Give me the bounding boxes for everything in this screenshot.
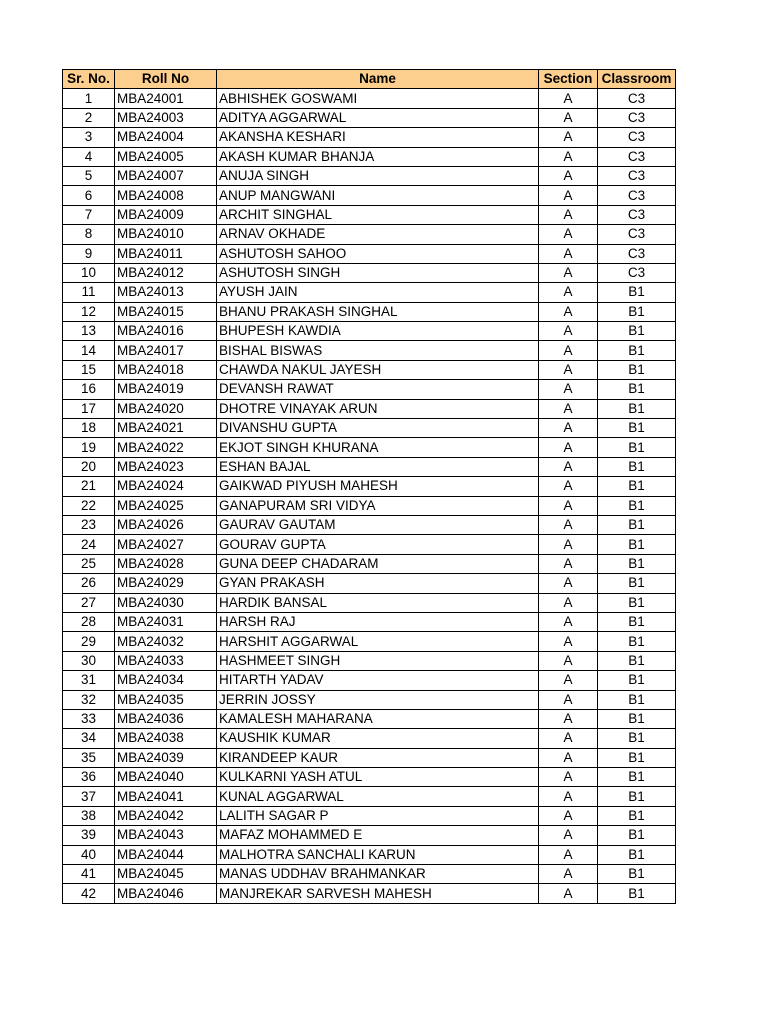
table-header	[63, 70, 676, 89]
cell-section: A	[539, 845, 598, 864]
cell-section: A	[539, 826, 598, 845]
cell-sr-no: 4	[63, 147, 115, 166]
table-row	[63, 593, 676, 612]
cell-classroom: B1	[598, 399, 676, 418]
cell-section: A	[539, 651, 598, 670]
cell-classroom: B1	[598, 826, 676, 845]
table-row	[63, 845, 676, 864]
cell-name: AKANSHA KESHARI	[217, 128, 539, 147]
cell-roll-no: MBA24021	[115, 419, 217, 438]
cell-section: A	[539, 380, 598, 399]
cell-section: A	[539, 632, 598, 651]
table-row	[63, 399, 676, 418]
cell-section: A	[539, 360, 598, 379]
cell-section: A	[539, 283, 598, 302]
cell-name: KAUSHIK KUMAR	[217, 729, 539, 748]
cell-section: A	[539, 399, 598, 418]
cell-sr-no: 15	[63, 360, 115, 379]
cell-sr-no: 22	[63, 496, 115, 515]
cell-section: A	[539, 612, 598, 631]
header-name: Name	[217, 70, 539, 89]
cell-name: AKASH KUMAR BHANJA	[217, 147, 539, 166]
cell-sr-no: 14	[63, 341, 115, 360]
cell-roll-no: MBA24045	[115, 865, 217, 884]
cell-classroom: B1	[598, 360, 676, 379]
table-row	[63, 496, 676, 515]
table-row	[63, 535, 676, 554]
cell-classroom: B1	[598, 806, 676, 825]
cell-roll-no: MBA24024	[115, 477, 217, 496]
table-row	[63, 244, 676, 263]
cell-classroom: B1	[598, 729, 676, 748]
cell-classroom: C3	[598, 128, 676, 147]
cell-section: A	[539, 515, 598, 534]
cell-roll-no: MBA24020	[115, 399, 217, 418]
cell-section: A	[539, 671, 598, 690]
cell-classroom: B1	[598, 419, 676, 438]
cell-name: ANUJA SINGH	[217, 166, 539, 185]
table-row	[63, 147, 676, 166]
cell-classroom: B1	[598, 651, 676, 670]
table-row	[63, 865, 676, 884]
cell-classroom: B1	[598, 768, 676, 787]
cell-roll-no: MBA24019	[115, 380, 217, 399]
table-row	[63, 360, 676, 379]
cell-sr-no: 33	[63, 709, 115, 728]
cell-roll-no: MBA24039	[115, 748, 217, 767]
cell-classroom: B1	[598, 283, 676, 302]
cell-sr-no: 32	[63, 690, 115, 709]
cell-sr-no: 27	[63, 593, 115, 612]
header-classroom: Classroom	[598, 70, 676, 89]
cell-name: ANUP MANGWANI	[217, 186, 539, 205]
cell-name: KUNAL AGGARWAL	[217, 787, 539, 806]
cell-roll-no: MBA24031	[115, 612, 217, 631]
cell-section: A	[539, 535, 598, 554]
cell-sr-no: 1	[63, 89, 115, 108]
cell-roll-no: MBA24018	[115, 360, 217, 379]
cell-classroom: B1	[598, 554, 676, 573]
cell-sr-no: 34	[63, 729, 115, 748]
cell-classroom: C3	[598, 225, 676, 244]
cell-section: A	[539, 457, 598, 476]
cell-name: DEVANSH RAWAT	[217, 380, 539, 399]
cell-roll-no: MBA24035	[115, 690, 217, 709]
cell-sr-no: 35	[63, 748, 115, 767]
table-row	[63, 457, 676, 476]
cell-section: A	[539, 574, 598, 593]
cell-section: A	[539, 496, 598, 515]
table-row	[63, 186, 676, 205]
cell-sr-no: 13	[63, 322, 115, 341]
cell-name: GAIKWAD PIYUSH MAHESH	[217, 477, 539, 496]
cell-name: GYAN PRAKASH	[217, 574, 539, 593]
cell-classroom: B1	[598, 477, 676, 496]
cell-name: AYUSH JAIN	[217, 283, 539, 302]
cell-classroom: B1	[598, 748, 676, 767]
cell-roll-no: MBA24011	[115, 244, 217, 263]
cell-roll-no: MBA24032	[115, 632, 217, 651]
cell-sr-no: 3	[63, 128, 115, 147]
table-row	[63, 729, 676, 748]
table-row	[63, 322, 676, 341]
cell-roll-no: MBA24027	[115, 535, 217, 554]
cell-sr-no: 18	[63, 419, 115, 438]
cell-name: GAURAV GAUTAM	[217, 515, 539, 534]
cell-classroom: B1	[598, 690, 676, 709]
cell-name: GUNA DEEP CHADARAM	[217, 554, 539, 573]
cell-classroom: B1	[598, 535, 676, 554]
cell-sr-no: 20	[63, 457, 115, 476]
cell-sr-no: 39	[63, 826, 115, 845]
cell-roll-no: MBA24029	[115, 574, 217, 593]
cell-classroom: B1	[598, 457, 676, 476]
table-row	[63, 884, 676, 903]
cell-name: BISHAL BISWAS	[217, 341, 539, 360]
header-roll-no: Roll No	[115, 70, 217, 89]
cell-section: A	[539, 768, 598, 787]
cell-roll-no: MBA24043	[115, 826, 217, 845]
cell-roll-no: MBA24012	[115, 263, 217, 282]
cell-section: A	[539, 341, 598, 360]
table-row	[63, 166, 676, 185]
table-row	[63, 612, 676, 631]
cell-classroom: B1	[598, 380, 676, 399]
cell-name: BHUPESH KAWDIA	[217, 322, 539, 341]
cell-roll-no: MBA24022	[115, 438, 217, 457]
cell-sr-no: 40	[63, 845, 115, 864]
table-row	[63, 748, 676, 767]
cell-roll-no: MBA24036	[115, 709, 217, 728]
cell-classroom: C3	[598, 244, 676, 263]
table-row	[63, 690, 676, 709]
cell-classroom: C3	[598, 166, 676, 185]
cell-roll-no: MBA24013	[115, 283, 217, 302]
cell-name: MANJREKAR SARVESH MAHESH	[217, 884, 539, 903]
cell-section: A	[539, 186, 598, 205]
cell-classroom: B1	[598, 865, 676, 884]
cell-sr-no: 6	[63, 186, 115, 205]
table-row	[63, 768, 676, 787]
cell-name: LALITH SAGAR P	[217, 806, 539, 825]
header-section: Section	[539, 70, 598, 89]
cell-sr-no: 25	[63, 554, 115, 573]
cell-sr-no: 21	[63, 477, 115, 496]
cell-sr-no: 41	[63, 865, 115, 884]
cell-section: A	[539, 690, 598, 709]
cell-section: A	[539, 263, 598, 282]
cell-name: KIRANDEEP KAUR	[217, 748, 539, 767]
cell-roll-no: MBA24007	[115, 166, 217, 185]
cell-roll-no: MBA24010	[115, 225, 217, 244]
table-row	[63, 651, 676, 670]
cell-sr-no: 38	[63, 806, 115, 825]
cell-section: A	[539, 205, 598, 224]
header-row	[63, 70, 676, 89]
cell-section: A	[539, 806, 598, 825]
cell-sr-no: 26	[63, 574, 115, 593]
table-row	[63, 380, 676, 399]
cell-name: GANAPURAM SRI VIDYA	[217, 496, 539, 515]
cell-sr-no: 23	[63, 515, 115, 534]
cell-name: HASHMEET SINGH	[217, 651, 539, 670]
cell-sr-no: 16	[63, 380, 115, 399]
cell-name: HARSHIT AGGARWAL	[217, 632, 539, 651]
cell-classroom: B1	[598, 671, 676, 690]
table-row	[63, 89, 676, 108]
cell-section: A	[539, 787, 598, 806]
cell-section: A	[539, 244, 598, 263]
cell-section: A	[539, 108, 598, 127]
cell-sr-no: 11	[63, 283, 115, 302]
table-row	[63, 515, 676, 534]
cell-classroom: B1	[598, 632, 676, 651]
cell-name: DIVANSHU GUPTA	[217, 419, 539, 438]
cell-roll-no: MBA24003	[115, 108, 217, 127]
cell-section: A	[539, 89, 598, 108]
cell-sr-no: 36	[63, 768, 115, 787]
table-row	[63, 826, 676, 845]
cell-section: A	[539, 438, 598, 457]
table-row	[63, 477, 676, 496]
cell-name: ADITYA AGGARWAL	[217, 108, 539, 127]
cell-roll-no: MBA24041	[115, 787, 217, 806]
cell-name: JERRIN JOSSY	[217, 690, 539, 709]
cell-name: CHAWDA NAKUL JAYESH	[217, 360, 539, 379]
cell-sr-no: 8	[63, 225, 115, 244]
cell-classroom: B1	[598, 341, 676, 360]
cell-roll-no: MBA24033	[115, 651, 217, 670]
cell-roll-no: MBA24004	[115, 128, 217, 147]
cell-section: A	[539, 302, 598, 321]
cell-roll-no: MBA24040	[115, 768, 217, 787]
cell-roll-no: MBA24015	[115, 302, 217, 321]
cell-roll-no: MBA24025	[115, 496, 217, 515]
cell-name: HARSH RAJ	[217, 612, 539, 631]
cell-classroom: B1	[598, 515, 676, 534]
table-body	[63, 89, 676, 903]
cell-classroom: C3	[598, 108, 676, 127]
cell-roll-no: MBA24034	[115, 671, 217, 690]
table-row	[63, 419, 676, 438]
cell-roll-no: MBA24016	[115, 322, 217, 341]
cell-sr-no: 9	[63, 244, 115, 263]
cell-sr-no: 30	[63, 651, 115, 670]
cell-name: ASHUTOSH SINGH	[217, 263, 539, 282]
cell-section: A	[539, 748, 598, 767]
cell-name: MANAS UDDHAV BRAHMANKAR	[217, 865, 539, 884]
cell-roll-no: MBA24023	[115, 457, 217, 476]
cell-roll-no: MBA24001	[115, 89, 217, 108]
cell-classroom: C3	[598, 186, 676, 205]
cell-section: A	[539, 166, 598, 185]
cell-sr-no: 12	[63, 302, 115, 321]
cell-section: A	[539, 709, 598, 728]
cell-roll-no: MBA24038	[115, 729, 217, 748]
cell-section: A	[539, 865, 598, 884]
cell-section: A	[539, 419, 598, 438]
cell-name: DHOTRE VINAYAK ARUN	[217, 399, 539, 418]
table-row	[63, 806, 676, 825]
table-row	[63, 263, 676, 282]
table-row	[63, 205, 676, 224]
cell-name: HITARTH YADAV	[217, 671, 539, 690]
cell-sr-no: 42	[63, 884, 115, 903]
cell-classroom: C3	[598, 205, 676, 224]
table-row	[63, 283, 676, 302]
table-row	[63, 225, 676, 244]
cell-classroom: C3	[598, 263, 676, 282]
cell-classroom: B1	[598, 884, 676, 903]
cell-name: ABHISHEK GOSWAMI	[217, 89, 539, 108]
cell-classroom: B1	[598, 593, 676, 612]
cell-section: A	[539, 128, 598, 147]
cell-classroom: B1	[598, 496, 676, 515]
cell-sr-no: 37	[63, 787, 115, 806]
cell-classroom: C3	[598, 89, 676, 108]
table-row	[63, 671, 676, 690]
cell-sr-no: 5	[63, 166, 115, 185]
cell-name: KAMALESH MAHARANA	[217, 709, 539, 728]
cell-name: BHANU PRAKASH SINGHAL	[217, 302, 539, 321]
cell-sr-no: 31	[63, 671, 115, 690]
header-sr-no: Sr. No.	[63, 70, 115, 89]
cell-sr-no: 2	[63, 108, 115, 127]
cell-sr-no: 10	[63, 263, 115, 282]
cell-sr-no: 24	[63, 535, 115, 554]
cell-classroom: B1	[598, 709, 676, 728]
table-row	[63, 554, 676, 573]
cell-roll-no: MBA24030	[115, 593, 217, 612]
cell-classroom: B1	[598, 845, 676, 864]
table-row	[63, 438, 676, 457]
student-list-table	[62, 69, 676, 904]
cell-name: MAFAZ MOHAMMED E	[217, 826, 539, 845]
table-row	[63, 787, 676, 806]
cell-name: ARNAV OKHADE	[217, 225, 539, 244]
cell-section: A	[539, 593, 598, 612]
table-row	[63, 108, 676, 127]
cell-name: EKJOT SINGH KHURANA	[217, 438, 539, 457]
table-row	[63, 574, 676, 593]
table-row	[63, 341, 676, 360]
cell-name: ASHUTOSH SAHOO	[217, 244, 539, 263]
cell-classroom: B1	[598, 787, 676, 806]
cell-classroom: B1	[598, 612, 676, 631]
cell-section: A	[539, 147, 598, 166]
cell-roll-no: MBA24005	[115, 147, 217, 166]
cell-name: GOURAV GUPTA	[217, 535, 539, 554]
cell-roll-no: MBA24046	[115, 884, 217, 903]
cell-roll-no: MBA24042	[115, 806, 217, 825]
cell-section: A	[539, 884, 598, 903]
cell-roll-no: MBA24026	[115, 515, 217, 534]
cell-section: A	[539, 322, 598, 341]
cell-sr-no: 17	[63, 399, 115, 418]
cell-classroom: B1	[598, 574, 676, 593]
cell-name: HARDIK BANSAL	[217, 593, 539, 612]
cell-name: ESHAN BAJAL	[217, 457, 539, 476]
table-row	[63, 632, 676, 651]
table-row	[63, 128, 676, 147]
cell-roll-no: MBA24009	[115, 205, 217, 224]
cell-name: MALHOTRA SANCHALI KARUN	[217, 845, 539, 864]
cell-section: A	[539, 729, 598, 748]
cell-sr-no: 7	[63, 205, 115, 224]
cell-classroom: C3	[598, 147, 676, 166]
cell-roll-no: MBA24017	[115, 341, 217, 360]
cell-classroom: B1	[598, 302, 676, 321]
cell-roll-no: MBA24028	[115, 554, 217, 573]
cell-name: KULKARNI YASH ATUL	[217, 768, 539, 787]
cell-sr-no: 28	[63, 612, 115, 631]
cell-roll-no: MBA24044	[115, 845, 217, 864]
cell-classroom: B1	[598, 322, 676, 341]
cell-sr-no: 29	[63, 632, 115, 651]
table-row	[63, 302, 676, 321]
cell-name: ARCHIT SINGHAL	[217, 205, 539, 224]
cell-section: A	[539, 225, 598, 244]
cell-section: A	[539, 554, 598, 573]
cell-roll-no: MBA24008	[115, 186, 217, 205]
table-row	[63, 709, 676, 728]
cell-classroom: B1	[598, 438, 676, 457]
cell-sr-no: 19	[63, 438, 115, 457]
cell-section: A	[539, 477, 598, 496]
